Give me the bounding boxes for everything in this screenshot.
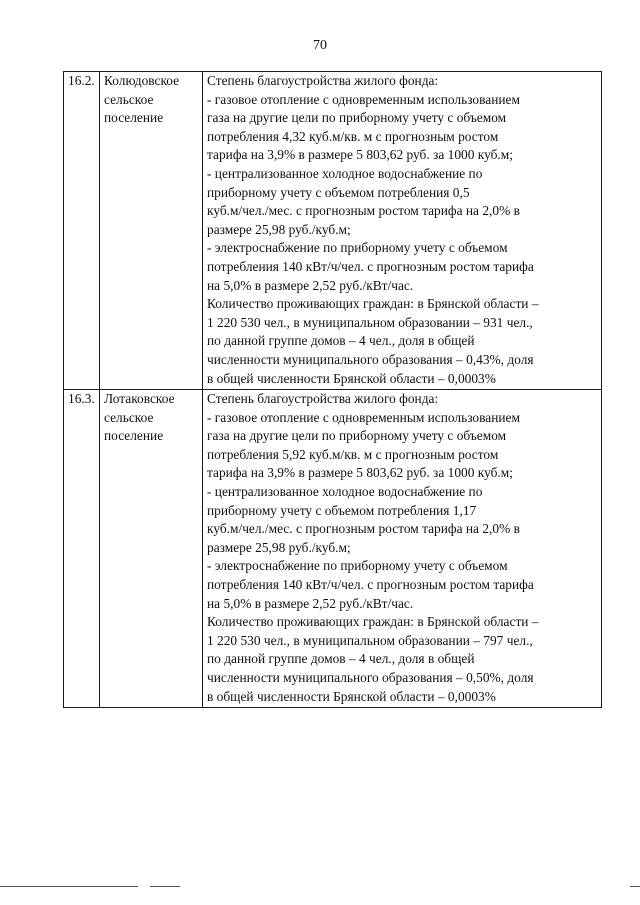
name-line: Лотаковское — [104, 391, 175, 407]
name-line: поселение — [104, 110, 164, 126]
description-line: - газовое отопление с одновременным использованием — [207, 91, 520, 107]
page-number: 70 — [313, 38, 327, 53]
name-line: Колюдовское — [104, 73, 180, 88]
description-line: на 5,0% в размере 2,52 руб./кВт/час. — [207, 277, 414, 293]
description-line: приборному учету с объемом потребления 1,17 — [207, 502, 477, 518]
description-line: газа на другие цели по приборному учету с объемом — [207, 110, 507, 126]
description-line: 1 220 530 чел., в муниципальном образовании – 931 чел., — [207, 314, 533, 330]
description-line: численности муниципального образования – 0,43%, доля — [207, 351, 534, 367]
settlement-name — [100, 390, 203, 708]
description-line: потребления 4,32 куб.м/кв. м с прогнозным ростом — [207, 128, 499, 144]
description-line: - централизованное холодное водоснабжение по — [207, 484, 483, 500]
description-line: потребления 140 кВт/ч/чел. с прогнозным ростом тарифа — [207, 258, 534, 274]
name-line: сельское — [104, 409, 154, 425]
settlement-description — [203, 390, 602, 708]
description-line: по данной группе домов – 4 чел., доля в общей — [207, 333, 475, 349]
table-body — [64, 72, 602, 708]
description-line: тарифа на 3,9% в размере 5 803,62 руб. за 1000 куб.м; — [207, 465, 513, 481]
description-line: Степень благоустройства жилого фонда: — [207, 391, 439, 407]
description-line: размере 25,98 руб./куб.м; — [207, 539, 351, 555]
description-line: численности муниципального образования – 0,50%, доля — [207, 670, 534, 685]
description-line: Степень благоустройства жилого фонда: — [207, 73, 439, 88]
description-line: куб.м/чел./мес. с прогнозным ростом тарифа на 2,0% в — [207, 203, 520, 219]
description-line: размере 25,98 руб./куб.м; — [207, 221, 351, 237]
description-line: по данной группе домов – 4 чел., доля в общей — [207, 651, 475, 667]
name-line: сельское — [104, 91, 154, 107]
description-line: - электроснабжение по приборному учету с объемом — [207, 240, 508, 256]
description-line: 1 220 530 чел., в муниципальном образовании – 797 чел., — [207, 632, 533, 648]
description-line: потребления 140 кВт/ч/чел. с прогнозным ростом тарифа — [207, 577, 534, 593]
footer-divider — [150, 886, 180, 887]
description-line: - газовое отопление с одновременным использованием — [207, 409, 520, 425]
description-line: - электроснабжение по приборному учету с объемом — [207, 558, 508, 574]
description-line: газа на другие цели по приборному учету с объемом — [207, 428, 507, 444]
table-row-16-3 — [64, 390, 602, 708]
footer-divider — [630, 886, 640, 887]
settlement-name — [100, 72, 203, 390]
description-line: куб.м/чел./мес. с прогнозным ростом тарифа на 2,0% в — [207, 521, 520, 537]
description-line: в общей численности Брянской области – 0,0003% — [207, 688, 496, 704]
description-line: Количество проживающих граждан: в Брянской области – — [207, 296, 539, 312]
description-line: тарифа на 3,9% в размере 5 803,62 руб. за 1000 куб.м; — [207, 147, 513, 163]
description-line: в общей численности Брянской области – 0,0003% — [207, 370, 496, 386]
description-line: приборному учету с объемом потребления 0,5 — [207, 184, 470, 200]
name-line: поселение — [104, 428, 164, 444]
description-line: потребления 5,92 куб.м/кв. м с прогнозным ростом — [207, 446, 499, 462]
settlements-table — [63, 71, 602, 708]
table-row-16-2 — [64, 72, 602, 390]
settlement-description — [203, 72, 602, 390]
row-number: 16.2. — [64, 72, 100, 390]
description-line: Количество проживающих граждан: в Брянской области – — [207, 614, 539, 630]
footer-divider — [0, 886, 138, 887]
row-number: 16.3. — [64, 390, 100, 708]
description-line: - централизованное холодное водоснабжение по — [207, 165, 483, 181]
description-line: на 5,0% в размере 2,52 руб./кВт/час. — [207, 595, 414, 611]
